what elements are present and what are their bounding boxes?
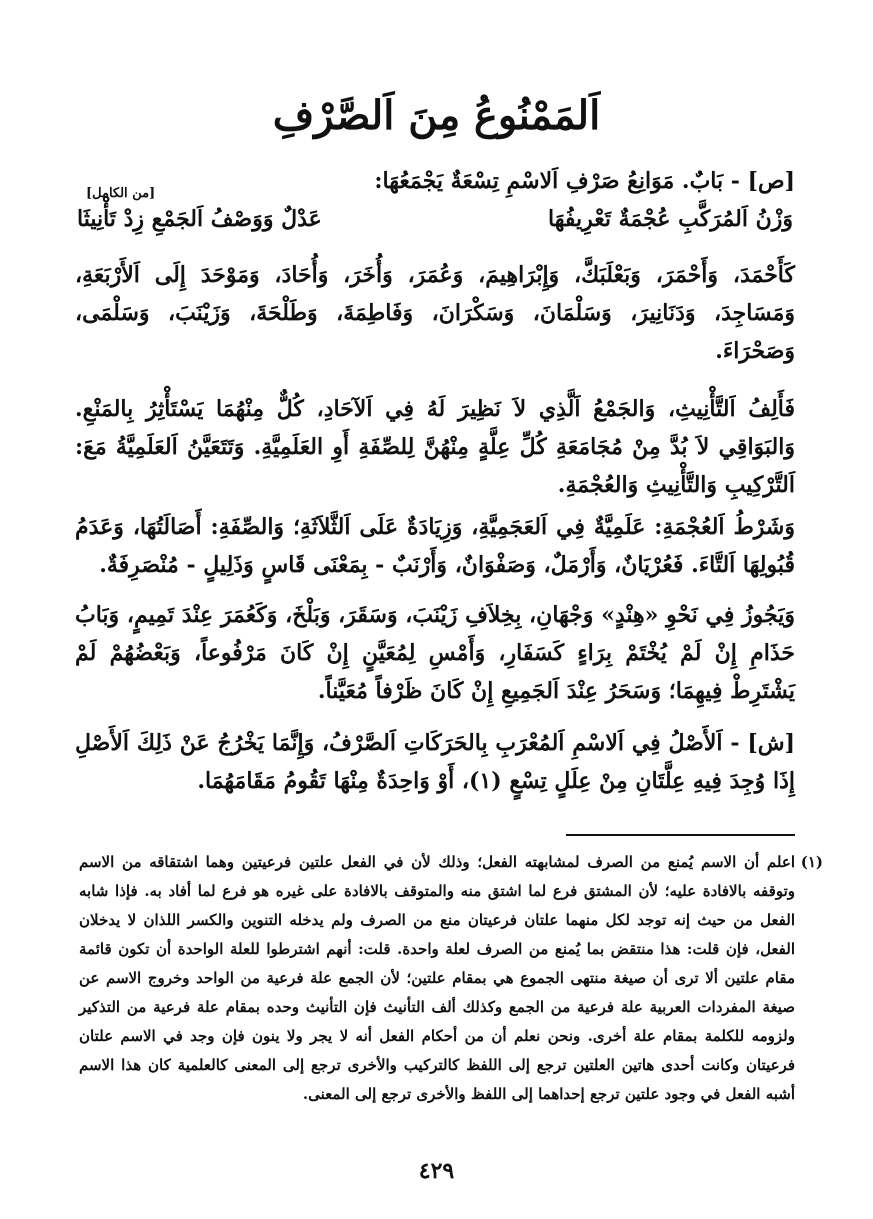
footnote-text: اعلم أن الاسم يُمنع من الصرف لمشابهته الفعل؛ وذلك لأن في الفعل علتين فرعيتين وهما اشتقاقه من الاسم وتوقفه بالافادة عليه؛ لأن المشتق فرع لما اشتق منه والمتوقف بالافادة على غيره هو فرع لما أفاد به. فإذا شابه الفعل من حيث إنه توجد لكل منهما علتان فرعيتان منع من الصرف ولم يدخله التنوين والكسر اللذان لا يدخلان الفعل، فإن قلت: هذا منتقض بما يُمنع من الصرف لعلة واحدة. قلت: أنهم اشترطوا للعلة الواحدة أن تكون قائمة مقام علتين ألا ترى أن صيغة منتهى الجموع هي بمقام علتين؛ لأن الجمع علة فرعية من الواحد وخروج الاسم عن صيغة المفردات العربية علة فرعية من الجمع وكذلك ألف التأنيث فإن التأنيث وحده بمقام علة فرعية من التذكير ولزومه للكلمة بمقام علة أخرى. ونحن نعلم أن من أحكام الفعل أنه لا يجر ولا ينون فإن وجد في الاسم علتان فرعيتان وكانت أحدى هاتين العلتين ترجع إلى اللفظ كالتركيب والأخرى ترجع إلى المعنى كالعلمية كان هذا الاسم أشبه الفعل في وجود علتين ترجع إحداهما إلى اللفظ والأخرى ترجع إلى المعنى. [79, 853, 795, 1103]
paragraph-ujma-condition: وَشَرْطُ اَلعُجْمَةِ: عَلَمِيَّةٌ فِي اَلعَجَمِيَّةِ، وَزِيَادَةٌ عَلَى اَلثَّلاَثَةِ؛ وَالصِّفَةِ: أَصَالَتُهَا، وَعَدَمُ قُبُولِهَا اَلتَّاءَ. فَعُرْيَانٌ، وَأَرْمَلٌ، وَصَفْوَانٌ، وَأَرْنَبٌ - بِمَعْنَى قَاسٍ وَذَلِيلٍ - مُنْصَرِفَةٌ. [75, 514, 795, 578]
intro-line: [ص] - بَابٌ. مَوَانِعُ صَرْفِ اَلاسْمِ تِسْعَةٌ يَجْمَعُهَا: [374, 168, 795, 194]
footnote-separator [566, 834, 795, 836]
paragraph-commentary: [ش] - اَلأَصْلُ فِي اَلاسْمِ اَلمُعْرَبِ بِالحَرَكَاتِ اَلصَّرْفُ، وَإِنَّمَا يَخْرُجُ عَنْ ذَلِكَ اَلأَصْلِ إِذَا وُجِدَ فِيهِ عِلَّتَانِ مِنْ عِلَلٍ تِسْعٍ (١)، أَوْ وَاحِدَةٌ مِنْهَا تَقُومُ مَقَامَهُمَا. [75, 730, 795, 794]
chapter-title: اَلمَمْنُوعُ مِنَ اَلصَّرْفِ [272, 92, 601, 139]
paragraph-permissible: وَيَجُوزُ فِي نَحْوِ «هِنْدٍ» وَجْهَانِ، بِخِلاَفِ زَيْنَبَ، وَسَقَرَ، وَبَلْخَ، وَكَعُمَرَ عِنْدَ تَمِيمٍ، وَبَابُ حَذَامِ إِنْ لَمْ يُخْتَمْ بِرَاءٍ كَسَفَارِ، وَأَمْسِ لِمُعَيَّنٍ إِنْ كَانَ مَرْفُوعاً، وَبَعْضُهُمْ لَمْ يَشْتَرِطْ فِيهِمَا؛ وَسَحَرُ عِنْدَ اَلجَمِيعِ إِنْ كَانَ ظَرْفاً مُعَيَّناً. [75, 602, 795, 704]
footnote-marker: (١) [800, 853, 823, 871]
verse-first-hemistich: وَزْنُ اَلمُرَكَّبِ عُجْمَةٌ تَعْرِيفُهَا [548, 206, 793, 232]
meter-note: [من الكامل] [86, 186, 156, 201]
paragraph-alif-tanith: فَأَلِفُ اَلتَّأْنِيثِ، وَالجَمْعُ اَلَّذِي لاَ نَظِيرَ لَهُ فِي اَلآحَادِ، كُلٌّ مِنْهُمَا يَسْتَأْثِرُ بِالمَنْعِ. وَالبَوَاقِي لاَ بُدَّ مِنْ مُجَامَعَةِ كُلِّ عِلَّةٍ مِنْهُنَّ لِلصِّفَةِ أَوِ العَلَمِيَّةِ. وَتَتَعَيَّنُ اَلعَلَمِيَّةُ مَعَ: اَلتَّرْكِيبِ وَالتَّأْنِيثِ وَالعُجْمَةِ. [75, 396, 795, 498]
page-number: ٤٢٩ [418, 1158, 455, 1184]
verse-second-hemistich: عَدْلٌ وَوَصْفُ اَلجَمْعِ زِدْ تَأْنِيثَا [77, 206, 322, 232]
paragraph-examples: كَأَحْمَدَ، وَأَحْمَرَ، وَبَعْلَبَكَّ، وَإِبْرَاهِيمَ، وَعُمَرَ، وَأُخَرَ، وَأُحَادَ، وَمَوْحَدَ إِلَى اَلأَرْبَعَةِ، وَمَسَاجِدَ، وَدَنَانِيرَ، وَسَلْمَانَ، وَسَكْرَانَ، وَفَاطِمَةَ، وَطَلْحَةَ، وَزَيْنَبَ، وَسَلْمَى، وَصَحْرَاءَ. [75, 262, 795, 364]
verse-line [77, 206, 793, 246]
